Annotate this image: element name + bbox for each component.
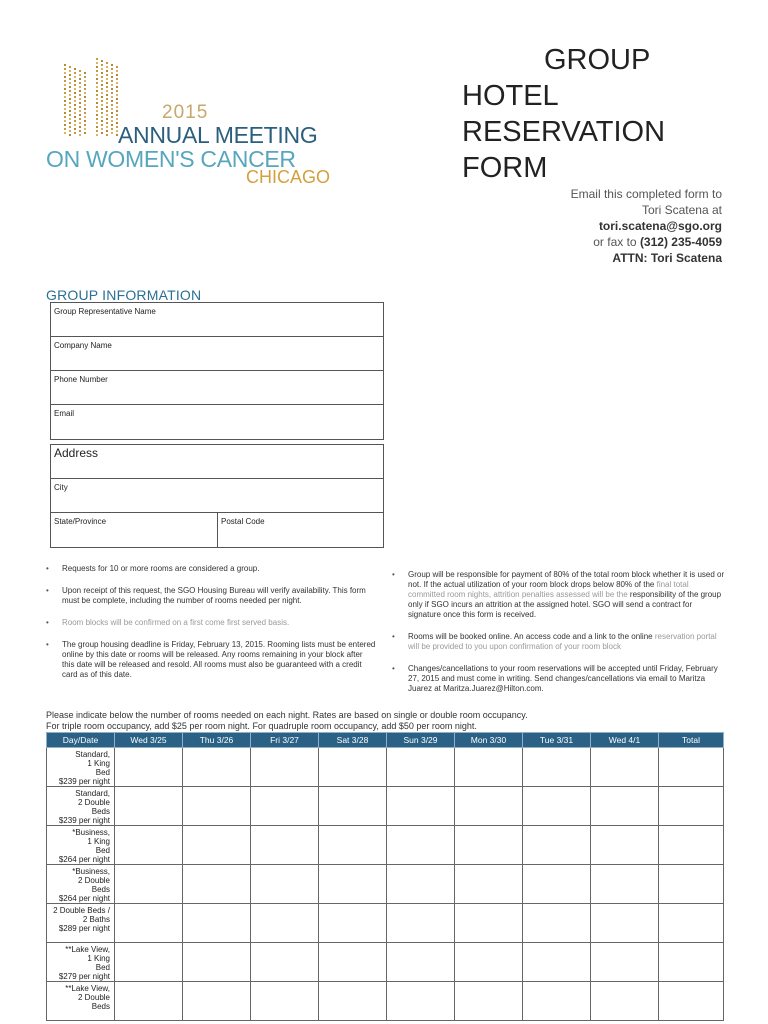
- tower-dot: [101, 72, 103, 74]
- postal-code-label: Postal Code: [221, 517, 265, 526]
- tower-dot: [84, 120, 86, 122]
- state-postal-field[interactable]: [51, 513, 383, 547]
- tower-dot: [101, 76, 103, 78]
- tower-dot: [116, 82, 118, 84]
- tower-dot: [64, 132, 66, 134]
- tower-dot: [106, 122, 108, 124]
- tower-dot: [79, 134, 81, 136]
- tower-dot: [79, 70, 81, 72]
- tower-dot: [101, 64, 103, 66]
- tower-dot: [96, 110, 98, 112]
- tower-dot: [79, 98, 81, 100]
- total-input-cell[interactable]: [659, 904, 724, 943]
- table-row: [47, 943, 724, 982]
- rooms-input-cell[interactable]: [115, 826, 183, 865]
- room-night-table: [46, 732, 724, 1021]
- rooms-input-cell[interactable]: [455, 826, 523, 865]
- tower-dot: [84, 76, 86, 78]
- tower-dot: [79, 78, 81, 80]
- tower-dot: [64, 124, 66, 126]
- tower-dot: [74, 68, 76, 70]
- tower-dot: [101, 60, 103, 62]
- tower-dot: [69, 90, 71, 92]
- rooms-input-cell[interactable]: [183, 982, 251, 1021]
- tower-dot: [64, 80, 66, 82]
- header-day: Thu 3/26: [183, 733, 251, 748]
- rooms-input-cell[interactable]: [387, 865, 455, 904]
- tower-dot: [96, 82, 98, 84]
- table-row: [47, 748, 724, 787]
- logo-year: 2015: [162, 102, 209, 123]
- tower-dot: [106, 114, 108, 116]
- tower-dot: [106, 118, 108, 120]
- tower-dot: [64, 112, 66, 114]
- table-row: [47, 826, 724, 865]
- tower-dot: [74, 120, 76, 122]
- tower-dot: [96, 90, 98, 92]
- rooms-input-cell[interactable]: [251, 904, 319, 943]
- total-input-cell[interactable]: [659, 787, 724, 826]
- rooms-input-cell[interactable]: [251, 787, 319, 826]
- tower-dot: [106, 74, 108, 76]
- notes-left: [46, 564, 376, 692]
- header-day: Wed 4/1: [591, 733, 659, 748]
- rooms-input-cell[interactable]: [115, 748, 183, 787]
- table-row: [47, 904, 724, 943]
- tower-dot: [111, 72, 113, 74]
- tower-dot: [96, 78, 98, 80]
- table-row: [47, 865, 724, 904]
- room-type-cell: **Lake View, 1 King Bed $279 per night: [47, 943, 115, 982]
- tower-dot: [116, 114, 118, 116]
- tower-dot: [101, 96, 103, 98]
- header-day: Sat 3/28: [319, 733, 387, 748]
- rate-instructions: Please indicate below the number of rooms needed on each night. Rates are based on single or double room occupancy. For triple room occupancy, add $25 per room night. For quadruple room occupancy, add $50 per room night.: [46, 710, 528, 731]
- tower-dot: [116, 106, 118, 108]
- header-day: Mon 3/30: [455, 733, 523, 748]
- tower-dot: [64, 104, 66, 106]
- tower-dot: [116, 66, 118, 68]
- tower-dot: [96, 102, 98, 104]
- note-item: • Changes/cancellations to your room reservations will be accepted until Friday, February 27, 2015 and must come in writing. Send changes/cancellations via email to Maritza Juarez at Maritza.Juarez@Hilton.com.: [392, 664, 726, 694]
- tower-dot: [111, 96, 113, 98]
- tower-dot: [69, 118, 71, 120]
- rooms-input-cell[interactable]: [591, 904, 659, 943]
- rooms-input-cell[interactable]: [455, 787, 523, 826]
- tower-dot: [79, 110, 81, 112]
- rooms-input-cell[interactable]: [523, 826, 591, 865]
- total-input-cell[interactable]: [659, 826, 724, 865]
- tower-dot: [101, 84, 103, 86]
- tower-dot: [64, 64, 66, 66]
- tower-dot: [101, 124, 103, 126]
- tower-dot: [106, 82, 108, 84]
- rooms-input-cell[interactable]: [183, 904, 251, 943]
- tower-dot: [106, 90, 108, 92]
- rooms-input-cell[interactable]: [455, 748, 523, 787]
- tower-dot: [106, 130, 108, 132]
- header-total: Total: [659, 733, 724, 748]
- tower-dot: [79, 118, 81, 120]
- tower-dot: [101, 80, 103, 82]
- state-province-label: State/Province: [54, 517, 107, 526]
- tower-dot: [74, 116, 76, 118]
- rooms-input-cell[interactable]: [115, 865, 183, 904]
- tower-dot: [79, 74, 81, 76]
- city-field[interactable]: City: [51, 479, 383, 513]
- tower-dot: [84, 92, 86, 94]
- tower-dot: [84, 84, 86, 86]
- tower-dot: [106, 102, 108, 104]
- table-row: [47, 787, 724, 826]
- tower-dot: [69, 106, 71, 108]
- tower-dot: [84, 112, 86, 114]
- rooms-input-cell[interactable]: [387, 982, 455, 1021]
- tower-dot: [111, 128, 113, 130]
- tower-dot: [116, 86, 118, 88]
- note-item: • Upon receipt of this request, the SGO Housing Bureau will verify availability. This form must be complete, including the number of rooms needed per night.: [46, 586, 376, 606]
- notes-right: [392, 570, 726, 706]
- group-information-heading: GROUP INFORMATION: [46, 287, 202, 303]
- rooms-input-cell[interactable]: [455, 982, 523, 1021]
- room-type-cell: **Lake View, 2 Double Beds: [47, 982, 115, 1021]
- rooms-input-cell[interactable]: [523, 748, 591, 787]
- tower-dot: [101, 120, 103, 122]
- rooms-input-cell[interactable]: [251, 865, 319, 904]
- tower-dot: [96, 94, 98, 96]
- rooms-input-cell[interactable]: [455, 943, 523, 982]
- rooms-input-cell[interactable]: [183, 787, 251, 826]
- tower-dot: [69, 66, 71, 68]
- tower-dot: [116, 110, 118, 112]
- tower-dot: [84, 108, 86, 110]
- tower-dot: [79, 86, 81, 88]
- rooms-input-cell[interactable]: [251, 826, 319, 865]
- tower-dot: [116, 118, 118, 120]
- company-name-field[interactable]: Company Name: [51, 337, 383, 371]
- tower-dot: [84, 116, 86, 118]
- tower-dot: [106, 126, 108, 128]
- tower-dot: [79, 130, 81, 132]
- tower-dot: [96, 122, 98, 124]
- tower-dot: [106, 70, 108, 72]
- rooms-input-cell[interactable]: [455, 904, 523, 943]
- tower-dot: [64, 116, 66, 118]
- tower-dot: [74, 104, 76, 106]
- logo-line-annual-meeting: ANNUAL MEETING: [118, 122, 318, 148]
- tower-dot: [74, 128, 76, 130]
- tower-dot: [96, 66, 98, 68]
- tower-dot: [69, 110, 71, 112]
- logo-line-chicago: CHICAGO: [246, 167, 331, 187]
- tower-dot: [64, 76, 66, 78]
- tower-dot: [84, 88, 86, 90]
- tower-dot: [69, 134, 71, 136]
- tower-dot: [74, 84, 76, 86]
- contact-fax: or fax to (312) 235-4059: [593, 235, 722, 249]
- tower-dot: [116, 102, 118, 104]
- total-input-cell[interactable]: [659, 943, 724, 982]
- tower-dot: [74, 96, 76, 98]
- tower-dot: [116, 78, 118, 80]
- tower-dot: [64, 120, 66, 122]
- tower-dot: [106, 106, 108, 108]
- rooms-input-cell[interactable]: [387, 826, 455, 865]
- tower-dot: [69, 130, 71, 132]
- tower-dot: [74, 132, 76, 134]
- tower-dot: [84, 80, 86, 82]
- email-field[interactable]: Email: [54, 409, 75, 418]
- tower-dot: [96, 114, 98, 116]
- tower-dot: [106, 66, 108, 68]
- tower-dot: [111, 68, 113, 70]
- tower-dot: [101, 92, 103, 94]
- tower-dot: [69, 78, 71, 80]
- tower-dot: [116, 94, 118, 96]
- tower-dot: [69, 126, 71, 128]
- rooms-input-cell[interactable]: [251, 748, 319, 787]
- tower-dot: [74, 72, 76, 74]
- tower-dot: [116, 70, 118, 72]
- tower-dot: [79, 90, 81, 92]
- tower-dot: [64, 128, 66, 130]
- tower-dot: [74, 80, 76, 82]
- total-input-cell[interactable]: [659, 748, 724, 787]
- rooms-input-cell[interactable]: [591, 865, 659, 904]
- table-header-row: [47, 733, 724, 748]
- rooms-input-cell[interactable]: [319, 826, 387, 865]
- tower-dot: [64, 88, 66, 90]
- rooms-input-cell[interactable]: [523, 904, 591, 943]
- tower-dot: [84, 132, 86, 134]
- tower-dot: [106, 110, 108, 112]
- address-fields: [50, 444, 384, 548]
- rooms-input-cell[interactable]: [455, 865, 523, 904]
- tower-dot: [64, 100, 66, 102]
- rooms-input-cell[interactable]: [591, 826, 659, 865]
- tower-dot: [69, 98, 71, 100]
- tower-dot: [84, 96, 86, 98]
- rooms-input-cell[interactable]: [523, 787, 591, 826]
- rooms-input-cell[interactable]: [251, 982, 319, 1021]
- rooms-input-cell[interactable]: [115, 943, 183, 982]
- tower-dot: [69, 70, 71, 72]
- tower-dot: [101, 116, 103, 118]
- tower-dot: [69, 102, 71, 104]
- header-day: Tue 3/31: [523, 733, 591, 748]
- note-item: • Room blocks will be confirmed on a first come first served basis.: [46, 618, 376, 628]
- rooms-input-cell[interactable]: [319, 904, 387, 943]
- tower-dot: [101, 132, 103, 134]
- tower-dot: [64, 68, 66, 70]
- tower-dot: [111, 120, 113, 122]
- tower-dot: [106, 134, 108, 136]
- rooms-input-cell[interactable]: [183, 943, 251, 982]
- tower-dot: [96, 130, 98, 132]
- note-item: • Group will be responsible for payment of 80% of the total room block whether it is used or not. If the actual utilization of your room block drops below 80% of the final total committed room nights, attrition penalties assessed will be the responsibility of the group only if SGO incurs an attrition at the assigned hotel. SGO will send a contract for signature once this form is received.: [392, 570, 726, 620]
- tower-dot: [96, 86, 98, 88]
- rooms-input-cell[interactable]: [251, 943, 319, 982]
- room-type-cell: Standard, 1 King Bed $239 per night: [47, 748, 115, 787]
- tower-dot: [101, 104, 103, 106]
- tower-dot: [79, 82, 81, 84]
- tower-dot: [96, 106, 98, 108]
- tower-dot: [111, 116, 113, 118]
- tower-dot: [111, 100, 113, 102]
- tower-dot: [111, 92, 113, 94]
- tower-dot: [74, 88, 76, 90]
- rooms-input-cell[interactable]: [591, 982, 659, 1021]
- tower-dot: [96, 118, 98, 120]
- tower-dot: [116, 74, 118, 76]
- rooms-input-cell[interactable]: [591, 748, 659, 787]
- tower-dot: [79, 94, 81, 96]
- form-title: GROUP HOTEL RESERVATION FORM: [462, 44, 666, 184]
- tower-dot: [116, 90, 118, 92]
- contact-info: Email this completed form to Tori Scatena at tori.scatena@sgo.org or fax to (312) 235-4059 ATTN: Tori Scatena: [570, 187, 722, 265]
- tower-dot: [79, 106, 81, 108]
- note-item: • Requests for 10 or more rooms are considered a group.: [46, 564, 376, 574]
- total-input-cell[interactable]: [659, 982, 724, 1021]
- rooms-input-cell[interactable]: [115, 982, 183, 1021]
- header-day: Wed 3/25: [115, 733, 183, 748]
- tower-dot: [111, 64, 113, 66]
- tower-dot: [64, 92, 66, 94]
- rooms-input-cell[interactable]: [183, 748, 251, 787]
- tower-dot: [64, 108, 66, 110]
- tower-dot: [74, 92, 76, 94]
- tower-dot: [101, 112, 103, 114]
- rooms-input-cell[interactable]: [387, 943, 455, 982]
- tower-dot: [111, 80, 113, 82]
- header-day: Sun 3/29: [387, 733, 455, 748]
- tower-dot: [106, 86, 108, 88]
- tower-dot: [69, 122, 71, 124]
- tower-dot: [69, 74, 71, 76]
- tower-dot: [79, 114, 81, 116]
- tower-dot: [64, 84, 66, 86]
- rooms-input-cell[interactable]: [319, 787, 387, 826]
- rooms-input-cell[interactable]: [523, 982, 591, 1021]
- rooms-input-cell[interactable]: [319, 943, 387, 982]
- tower-dot: [111, 88, 113, 90]
- tower-dot: [96, 70, 98, 72]
- contact-email[interactable]: tori.scatena@sgo.org: [598, 219, 722, 233]
- tower-dot: [74, 100, 76, 102]
- rooms-input-cell[interactable]: [115, 787, 183, 826]
- table-row: [47, 982, 724, 1021]
- tower-dot: [111, 76, 113, 78]
- address-field[interactable]: Address: [51, 445, 383, 479]
- tower-dot: [84, 124, 86, 126]
- rooms-input-cell[interactable]: [115, 904, 183, 943]
- room-type-cell: Standard, 2 Double Beds $239 per night: [47, 787, 115, 826]
- tower-dot: [74, 108, 76, 110]
- conference-logo: [44, 56, 344, 191]
- rooms-input-cell[interactable]: [387, 748, 455, 787]
- rooms-input-cell[interactable]: [387, 787, 455, 826]
- rooms-input-cell[interactable]: [591, 943, 659, 982]
- tower-dot: [111, 104, 113, 106]
- tower-dot: [111, 132, 113, 134]
- note-item: • Rooms will be booked online. An access code and a link to the online reservation portal will be provided to you upon confirmation of your room block: [392, 632, 726, 652]
- room-type-cell: *Business, 1 King Bed $264 per night: [47, 826, 115, 865]
- tower-dot: [84, 128, 86, 130]
- room-type-cell: 2 Double Beds / 2 Baths $289 per night: [47, 904, 115, 943]
- tower-dot: [111, 84, 113, 86]
- tower-dot: [96, 126, 98, 128]
- tower-dot: [74, 124, 76, 126]
- rooms-input-cell[interactable]: [319, 865, 387, 904]
- header-day-date: Day/Date: [47, 733, 115, 748]
- tower-dot: [64, 96, 66, 98]
- tower-dot: [84, 72, 86, 74]
- tower-dot: [106, 98, 108, 100]
- tower-dot: [106, 62, 108, 64]
- tower-dot: [101, 128, 103, 130]
- note-item: • The group housing deadline is Friday, February 13, 2015. Rooming lists must be entered online by this date or rooms will be released. Any rooms remaining in your block after this date will be released and resold. All rooms must also be guaranteed with a credit card as of this date.: [46, 640, 376, 680]
- tower-dot: [96, 74, 98, 76]
- logo-line-womens-cancer: ON WOMEN'S CANCER: [46, 146, 296, 172]
- rooms-input-cell[interactable]: [183, 865, 251, 904]
- tower-dot: [74, 76, 76, 78]
- tower-dot: [69, 82, 71, 84]
- group-info-fields: [50, 302, 384, 440]
- tower-dot: [79, 122, 81, 124]
- total-input-cell[interactable]: [659, 865, 724, 904]
- tower-dot: [69, 114, 71, 116]
- tower-dot: [96, 58, 98, 60]
- tower-dot: [106, 78, 108, 80]
- rooms-input-cell[interactable]: [319, 748, 387, 787]
- tower-dot: [106, 94, 108, 96]
- tower-dot: [111, 124, 113, 126]
- header-day: Fri 3/27: [251, 733, 319, 748]
- tower-dot: [84, 104, 86, 106]
- rooms-input-cell[interactable]: [319, 982, 387, 1021]
- tower-dot: [116, 98, 118, 100]
- tower-dot: [79, 126, 81, 128]
- rooms-input-cell[interactable]: [183, 826, 251, 865]
- contact-attn: ATTN: Tori Scatena: [612, 251, 722, 265]
- tower-dot: [101, 68, 103, 70]
- tower-dot: [69, 94, 71, 96]
- tower-dot: [101, 88, 103, 90]
- tower-dot: [111, 112, 113, 114]
- tower-dot: [111, 108, 113, 110]
- rooms-input-cell[interactable]: [387, 904, 455, 943]
- tower-dot: [101, 100, 103, 102]
- tower-dot: [101, 108, 103, 110]
- tower-dot: [84, 100, 86, 102]
- tower-dot: [96, 98, 98, 100]
- tower-dot: [96, 62, 98, 64]
- tower-dot: [64, 72, 66, 74]
- rooms-input-cell[interactable]: [523, 943, 591, 982]
- phone-number-field[interactable]: Phone Number: [51, 371, 383, 405]
- group-rep-name-field[interactable]: Group Representative Name: [51, 303, 383, 337]
- tower-dot: [96, 134, 98, 136]
- rooms-input-cell[interactable]: [591, 787, 659, 826]
- room-type-cell: *Business, 2 Double Beds $264 per night: [47, 865, 115, 904]
- tower-dot: [74, 112, 76, 114]
- tower-dot: [79, 102, 81, 104]
- tower-dot: [69, 86, 71, 88]
- rooms-input-cell[interactable]: [523, 865, 591, 904]
